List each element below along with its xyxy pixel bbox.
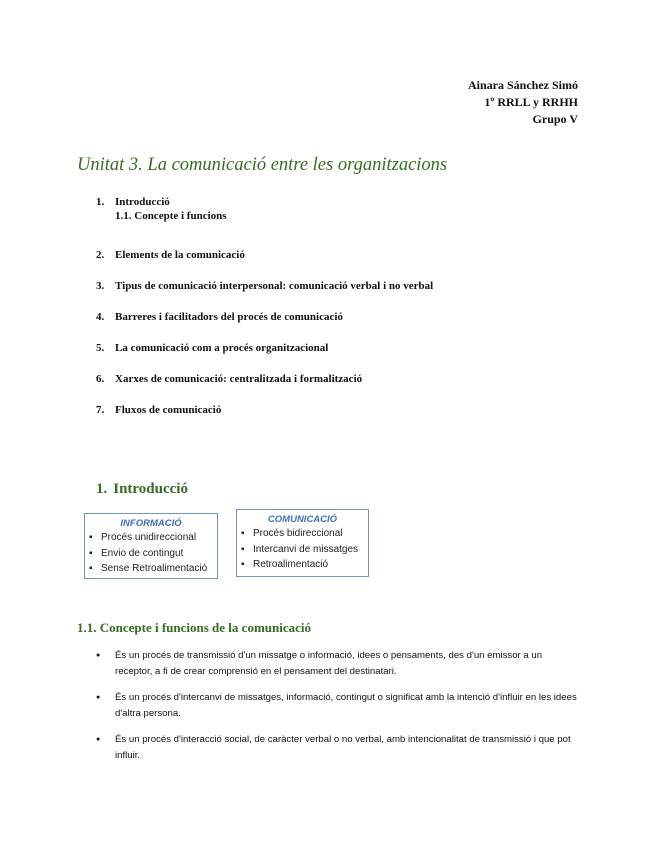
- toc-label: Barreres i facilitadors del procés de comunicació: [115, 311, 343, 323]
- box-list-item: ▪ Envio de contingut: [85, 546, 217, 562]
- definition-list: [96, 648, 578, 774]
- list-item: ● És un procés d'interacció social, de caràcter verbal o no verbal, amb intencionalitat de transmissió i que pot influir.: [96, 732, 578, 763]
- list-item: ● És un procés d'intercanvi de missatges, informació, contingut o significat amb la intenció d'influir en les idees d'altra persona.: [96, 690, 578, 721]
- section-number: 1.: [96, 481, 108, 497]
- toc-item-7: [96, 404, 433, 435]
- toc-item-4: [96, 311, 433, 342]
- toc-number: 1.: [96, 196, 105, 208]
- toc-number: 7.: [96, 404, 105, 416]
- toc-label: Elements de la comunicació: [115, 249, 245, 261]
- toc-item-5: [96, 342, 433, 373]
- list-item: ● És un procés de transmissió d'un missatge o informació, idees o pensaments, des d'un emissor a un receptor, a fi de crear comprensió en el pensament del destinatari.: [96, 648, 578, 679]
- toc-number: 2.: [96, 249, 105, 261]
- box-list: [85, 530, 217, 577]
- toc-item-6: [96, 373, 433, 404]
- toc-subitem: 1.1. Concepte i funcions: [115, 210, 227, 222]
- author-group: Grupo V: [532, 112, 578, 126]
- box-list-item: ▪ Procés unidireccional: [85, 530, 217, 546]
- toc-label: La comunicació com a procés organitzacional: [115, 342, 329, 354]
- table-of-contents: [96, 196, 433, 435]
- document-title: Unitat 3. La comunicació entre les organitzacions: [77, 155, 448, 175]
- box-list-item: ▪ Intercanvi de missatges: [237, 542, 368, 558]
- toc-number: 6.: [96, 373, 105, 385]
- author-block: [468, 77, 578, 128]
- toc-number: 3.: [96, 280, 105, 292]
- box-list-item: ▪ Procés bidireccional: [237, 526, 368, 542]
- box-list-item: ▪ Retroalimentació: [237, 557, 368, 573]
- toc-label: Fluxos de comunicació: [115, 404, 222, 416]
- section-title: Introducció: [113, 481, 188, 497]
- toc-item-1: [96, 196, 433, 249]
- author-name: Ainara Sánchez Simó: [467, 78, 578, 92]
- informacio-box: [84, 513, 218, 579]
- toc-number: 4.: [96, 311, 105, 323]
- box-list: [237, 526, 368, 573]
- section-heading-introduccio: [96, 481, 188, 498]
- box-title: INFORMACIÓ: [120, 518, 182, 529]
- toc-item-3: [96, 280, 433, 311]
- toc-number: 5.: [96, 342, 105, 354]
- subsection-heading: 1.1. Concepte i funcions de la comunicació: [77, 620, 311, 635]
- toc-label: Tipus de comunicació interpersonal: comunicació verbal i no verbal: [115, 280, 434, 292]
- toc-item-2: [96, 249, 433, 280]
- box-title: COMUNICACIÓ: [267, 514, 338, 525]
- comunicacio-box: [236, 509, 369, 577]
- toc-label: Introducció: [115, 196, 170, 208]
- author-course: 1º RRLL y RRHH: [484, 95, 578, 109]
- box-list-item: ▪ Sense Retroalimentació: [85, 561, 217, 577]
- toc-label: Xarxes de comunicació: centralitzada i formalització: [115, 373, 363, 385]
